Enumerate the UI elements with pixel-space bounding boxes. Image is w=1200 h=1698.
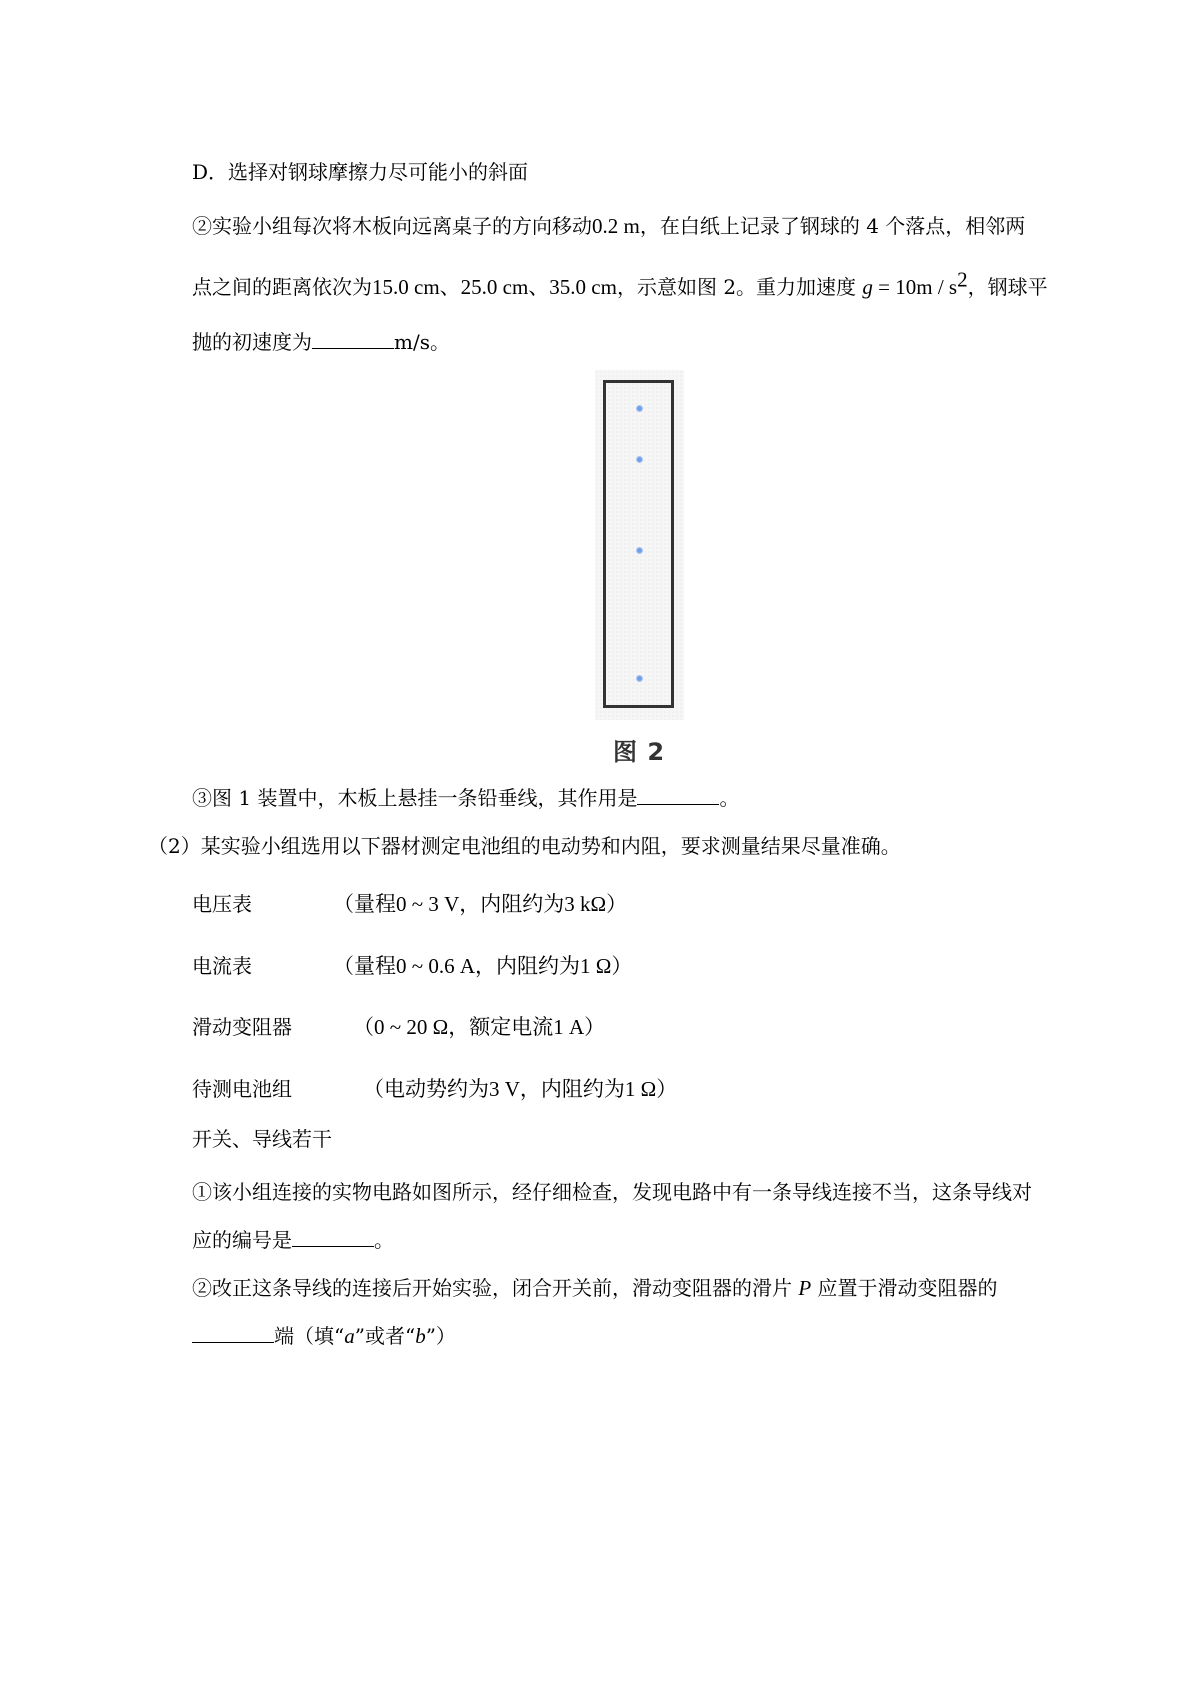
- question-2-line-2: 点之间的距离依次为15.0 cm、25.0 cm、35.0 cm，示意如图 2。重力加速度 $g = 10m / s^2$，钢球平: [192, 267, 1048, 299]
- rheostat-spec: （0 ~ 20 Ω，额定电流1 A）: [353, 1015, 606, 1039]
- ammeter-spec: （量程0 ~ 0.6 A，内阻约为1 Ω）: [333, 954, 633, 978]
- voltmeter-spec: （量程0 ~ 3 V，内阻约为3 kΩ）: [333, 892, 628, 916]
- ammeter-name: 电流表: [192, 954, 252, 978]
- slider-symbol: P: [798, 1276, 812, 1300]
- landing-point-3: [636, 547, 643, 554]
- distances: 15.0 cm、25.0 cm、35.0 cm: [372, 275, 617, 299]
- answer-blank-velocity[interactable]: [312, 328, 394, 349]
- equipment-voltmeter: [192, 890, 252, 918]
- gravity-value: = 10m / s: [872, 275, 958, 299]
- paper-board: [603, 380, 674, 708]
- question-2-line-3: 抛的初速度为 m/s。: [192, 330, 450, 354]
- figure-2: [595, 370, 684, 770]
- voltmeter-name: 电压表: [192, 892, 252, 916]
- answer-blank-plumb-line[interactable]: [637, 784, 719, 805]
- equipment-rheostat: [192, 1013, 292, 1041]
- equipment-battery: [192, 1075, 292, 1103]
- landing-point-2: [636, 456, 643, 463]
- part-2-heading: （2）某实验小组选用以下器材测定电池组的电动势和内阻，要求测量结果尽量准确。: [148, 834, 901, 858]
- landing-point-4: [636, 675, 643, 682]
- part-2-q1-line-1: ①该小组连接的实物电路如图所示，经仔细检查，发现电路中有一条导线连接不当，这条导线对: [192, 1180, 1032, 1204]
- part-2-q2-line-1: ②改正这条导线的连接后开始实验，闭合开关前，滑动变阻器的滑片 P 应置于滑动变阻器的: [192, 1276, 998, 1300]
- part-2-q2-line-2: 端（填“a”或者“b”）: [192, 1322, 456, 1350]
- battery-name: 待测电池组: [192, 1077, 292, 1101]
- gravity-symbol: g: [862, 275, 873, 299]
- answer-blank-slider-end[interactable]: [192, 1322, 274, 1343]
- figure-caption: 图 2: [613, 738, 666, 766]
- battery-spec: （电动势约为3 V，内阻约为1 Ω）: [363, 1077, 678, 1101]
- part-2-q1-line-2: 应的编号是 。: [192, 1228, 394, 1252]
- rheostat-name: 滑动变阻器: [192, 1015, 292, 1039]
- equipment-ammeter: [192, 952, 252, 980]
- question-3: ③图 1 装置中，木板上悬挂一条铅垂线，其作用是 。: [192, 786, 740, 810]
- question-2-line-1: ②实验小组每次将木板向远离桌子的方向移动0.2 m，在白纸上记录了钢球的 4 个落点，相邻两: [192, 214, 1026, 238]
- equipment-switch: 开关、导线若干: [192, 1127, 332, 1151]
- answer-blank-wire-number[interactable]: [292, 1226, 374, 1247]
- move-distance: 0.2 m: [592, 214, 640, 238]
- option-d: D．选择对钢球摩擦力尽可能小的斜面: [192, 160, 529, 184]
- landing-point-1: [636, 405, 643, 412]
